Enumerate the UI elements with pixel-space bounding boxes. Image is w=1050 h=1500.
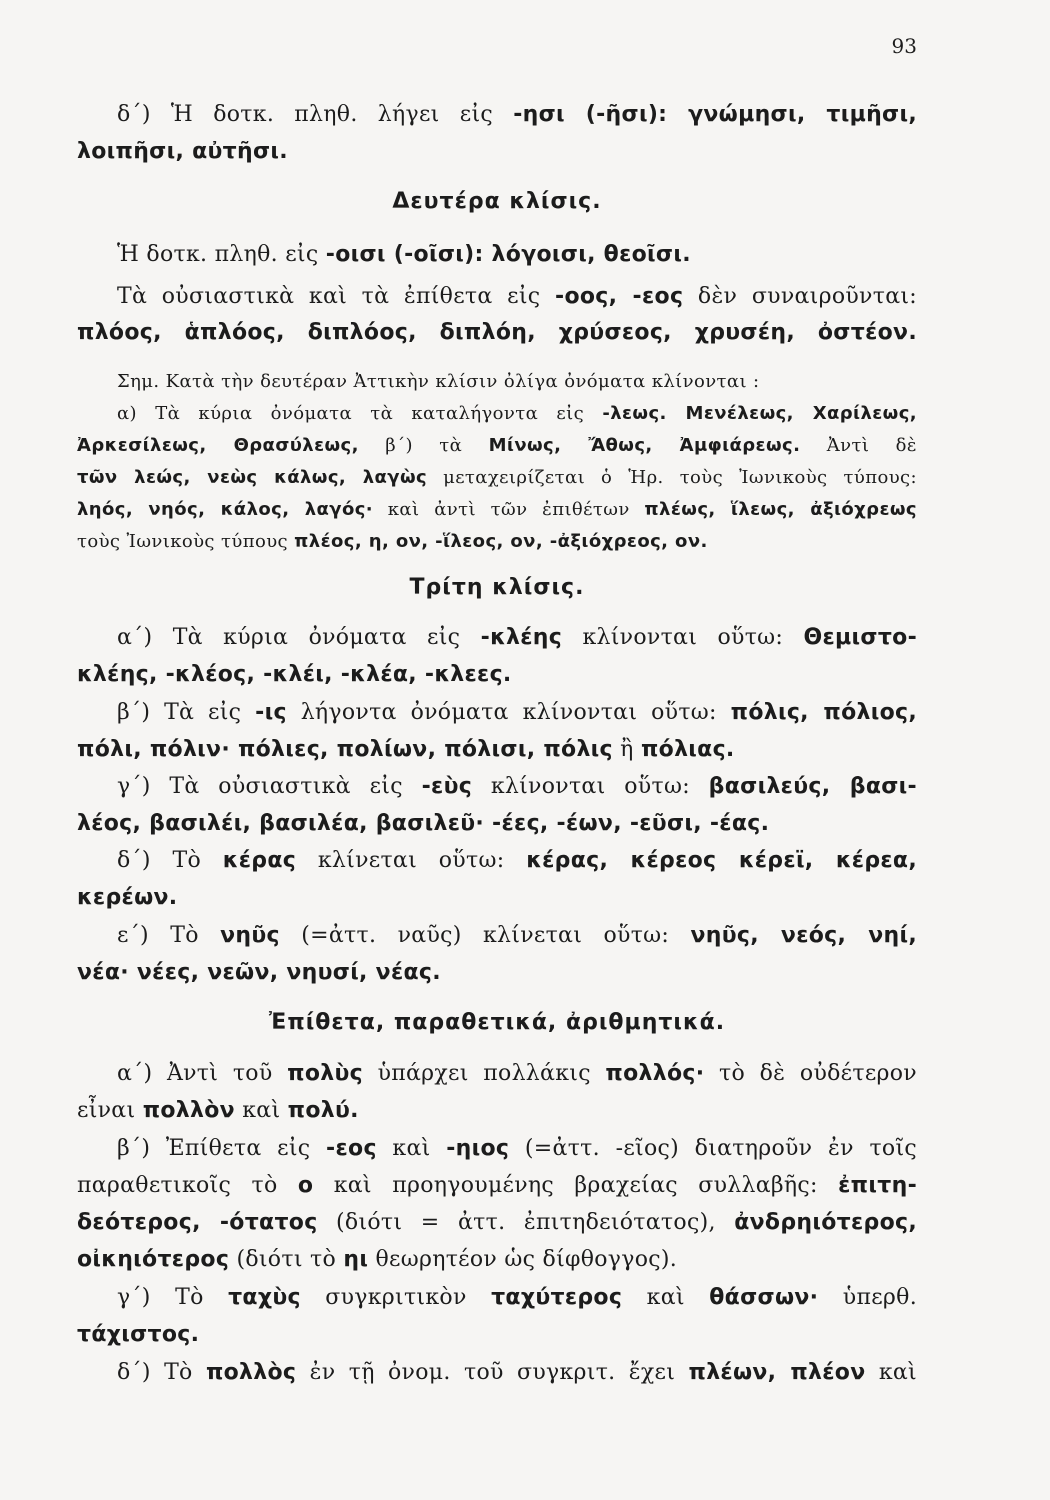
- text-line: [77, 1171, 917, 1201]
- text-segment: δ΄) Τὸ: [117, 848, 223, 873]
- text-segment: λήγοντα ὀνόματα κλίνονται οὕτω:: [286, 700, 731, 725]
- text-segment: ἢ: [612, 737, 641, 762]
- bold-text: νηῦς: [220, 923, 280, 948]
- text-segment: θεωρητέον ὡς δίφθογγος).: [368, 1247, 678, 1272]
- text-line: [117, 1134, 917, 1164]
- bold-text: πόλις, πόλιος,: [730, 700, 917, 725]
- text-line: [77, 735, 917, 765]
- bold-text: -λεως. Μενέλεως, Χαρίλεως,: [602, 403, 918, 424]
- text-segment: κλίνονται οὕτω:: [562, 625, 804, 650]
- text-line: [77, 137, 917, 167]
- bold-text: τῶν λεώς, νεὼς κάλως, λαγὼς: [77, 467, 428, 488]
- text-line: [77, 463, 917, 493]
- text-line: [77, 660, 917, 690]
- text-segment: β΄) Τὰ εἰς: [117, 700, 256, 725]
- bold-text: Μίνως, Ἄθως, Ἀμφιάρεως.: [488, 435, 801, 456]
- bold-text: πολλὸς: [205, 1360, 297, 1385]
- text-segment: τὸ δὲ οὐδέτερον: [704, 1061, 917, 1086]
- text-line: [77, 573, 917, 603]
- text-line: [117, 772, 917, 802]
- bold-text: -οος, -εος: [555, 284, 684, 309]
- bold-text: ηι: [343, 1247, 369, 1272]
- section-heading: Τρίτη κλίσις.: [409, 575, 585, 600]
- bold-text: πλέων, πλέον: [688, 1360, 866, 1385]
- text-segment: κλίνονται οὕτω:: [472, 774, 709, 799]
- text-line: [77, 1208, 917, 1238]
- text-line: [77, 495, 917, 525]
- text-line: [117, 399, 917, 429]
- text-segment: ὑπάρχει πολλάκις: [362, 1061, 606, 1086]
- text-line: [117, 282, 917, 312]
- bold-text: κέρας: [222, 848, 297, 873]
- text-segment: β΄) τὰ: [358, 435, 489, 456]
- text-segment: καὶ ἀντὶ τῶν ἐπιθέτων: [373, 499, 645, 520]
- bold-text: Θεμιστο-: [803, 625, 918, 650]
- text-segment: εἶναι: [77, 1098, 143, 1123]
- text-segment: (=ἀττ. -εῖος) διατηροῦν ἐν τοῖς: [509, 1136, 918, 1161]
- text-segment: (διότι = ἀττ. ἐπιτηδειότατος),: [317, 1210, 735, 1235]
- bold-text: -οισι (-οῖσι): λόγοισι, θεοῖσι.: [325, 242, 691, 267]
- bold-text: πολὺς: [287, 1061, 363, 1086]
- text-line: [117, 367, 917, 397]
- bold-text: λοιπῆσι, αὐτῆσι.: [77, 139, 288, 164]
- text-line: [117, 623, 917, 653]
- text-segment: γ΄) Τὰ οὐσιαστικὰ εἰς: [117, 774, 422, 799]
- text-segment: παραθετικοῖς τὸ: [77, 1173, 298, 1198]
- text-segment: καὶ: [234, 1098, 288, 1123]
- text-line: [77, 318, 917, 348]
- bold-text: θάσσων·: [709, 1285, 819, 1310]
- text-segment: ὑπερθ.: [818, 1285, 917, 1310]
- text-segment: α΄) Τὰ κύρια ὀνόματα εἰς: [117, 625, 481, 650]
- text-segment: δ΄) Τὸ: [117, 1360, 206, 1385]
- text-line: [77, 1096, 917, 1126]
- text-segment: συγκριτικὸν: [300, 1285, 492, 1310]
- bold-text: πολλὸν: [142, 1098, 235, 1123]
- text-line: [117, 1358, 917, 1388]
- bold-text: βασιλεύς, βασι-: [708, 774, 917, 799]
- bold-text: κλέης, -κλέος, -κλέι, -κλέα, -κλεες.: [77, 662, 512, 687]
- bold-text: πόλιας.: [640, 737, 735, 762]
- text-segment: τοὺς Ἰωνικοὺς τύπους: [77, 531, 295, 552]
- bold-text: νηῦς, νεός, νηί,: [690, 923, 917, 948]
- bold-text: -ηιος: [446, 1136, 510, 1161]
- bold-text: ταχύτερος: [491, 1285, 623, 1310]
- section-heading: Ἐπίθετα, παραθετικά, ἀριθμητικά.: [268, 1010, 726, 1035]
- bold-text: πλέος, η, ον, -ἵλεος, ον, -ἀξιόχρεος, ον.: [294, 531, 708, 552]
- text-line: [77, 1245, 917, 1275]
- text-segment: (διότι τὸ: [229, 1247, 344, 1272]
- text-segment: μεταχειρίζεται ὁ Ἡρ. τοὺς Ἰωνικοὺς τύπους:: [427, 467, 917, 488]
- bold-text: ταχὺς: [228, 1285, 301, 1310]
- bold-text: ληός, νηός, κάλος, λαγός·: [77, 499, 374, 520]
- text-segment: δ΄) Ἡ δοτκ. πληθ. λήγει εἰς: [117, 102, 514, 127]
- bold-text: -ησι (-ῆσι): γνώμησι, τιμῆσι,: [513, 102, 917, 127]
- bold-text: οἰκηιότερος: [77, 1247, 230, 1272]
- text-segment: καὶ: [622, 1285, 710, 1310]
- text-segment: Ἀντὶ δὲ: [800, 435, 917, 456]
- text-segment: α΄) Ἀντὶ τοῦ: [117, 1061, 288, 1086]
- bold-text: κέρας, κέρεος κέρεϊ, κέρεα,: [526, 848, 917, 873]
- bold-text: πλόος, ἁπλόος, διπλόος, διπλόη, χρύσεος, χρυσέη, ὀστέον.: [77, 320, 917, 345]
- bold-text: ἀνδρηιότερος,: [734, 1210, 917, 1235]
- text-line: [117, 240, 917, 270]
- bold-text: πόλι, πόλιν· πόλιες, πολίων, πόλισι, πόλις: [77, 737, 613, 762]
- text-line: [77, 883, 917, 913]
- text-segment: ε΄) Τὸ: [117, 923, 221, 948]
- section-heading: Δευτέρα κλίσις.: [392, 189, 602, 214]
- bold-text: ἐπιτη-: [838, 1173, 917, 1198]
- text-line: [117, 100, 917, 130]
- text-line: [117, 921, 917, 951]
- text-segment: ἐν τῇ ὀνομ. τοῦ συγκριτ. ἔχει: [296, 1360, 689, 1385]
- text-segment: α) Τὰ κύρια ὀνόματα τὰ καταλήγοντα εἰς: [117, 403, 603, 424]
- text-segment: καὶ: [376, 1136, 447, 1161]
- text-line: [117, 1283, 917, 1313]
- text-line: [117, 846, 917, 876]
- text-segment: Τὰ οὐσιαστικὰ καὶ τὰ ἐπίθετα εἰς: [117, 284, 556, 309]
- text-segment: καὶ προηγουμένης βραχείας συλλαβῆς:: [313, 1173, 839, 1198]
- text-line: [77, 809, 917, 839]
- bold-text: Ἀρκεσίλεως, Θρασύλεως,: [77, 435, 359, 456]
- bold-text: κερέων.: [77, 885, 178, 910]
- text-line: [117, 1059, 917, 1089]
- text-segment: γ΄) Τὸ: [117, 1285, 229, 1310]
- text-line: [77, 431, 917, 461]
- bold-text: -εὺς: [421, 774, 473, 799]
- text-segment: Ἡ δοτκ. πληθ. εἰς: [117, 242, 326, 267]
- text-segment: κλίνεται οὕτω:: [296, 848, 527, 873]
- bold-text: πλέως, ἵλεως, ἀξιόχρεως: [644, 499, 917, 520]
- text-segment: β΄) Ἐπίθετα εἰς: [117, 1136, 327, 1161]
- text-line: [77, 1008, 917, 1038]
- bold-text: ο: [297, 1173, 314, 1198]
- bold-text: λέος, βασιλέι, βασιλέα, βασιλεῦ· -έες, -έων, -εῦσι, -έας.: [77, 811, 770, 836]
- bold-text: πολλός·: [605, 1061, 705, 1086]
- text-segment: (=ἀττ. ναῦς) κλίνεται οὕτω:: [279, 923, 691, 948]
- page-number: 93: [891, 34, 917, 58]
- text-segment: δὲν συναιροῦνται:: [683, 284, 917, 309]
- bold-text: -εος: [326, 1136, 377, 1161]
- bold-text: -κλέης: [480, 625, 563, 650]
- bold-text: -ις: [255, 700, 287, 725]
- bold-text: πολύ.: [287, 1098, 359, 1123]
- text-line: [77, 527, 917, 557]
- text-line: [77, 187, 917, 217]
- text-segment: καὶ: [865, 1360, 917, 1385]
- text-line: [77, 958, 917, 988]
- bold-text: νέα· νέες, νεῶν, νηυσί, νέας.: [77, 960, 441, 985]
- bold-text: δεότερος, -ότατος: [77, 1210, 318, 1235]
- text-line: [117, 698, 917, 728]
- text-segment: Σημ. Κατὰ τὴν δευτέραν Ἀττικὴν κλίσιν ὀλίγα ὀνόματα κλίνονται :: [117, 371, 760, 392]
- bold-text: τάχιστος.: [77, 1322, 200, 1347]
- text-line: [77, 1320, 917, 1350]
